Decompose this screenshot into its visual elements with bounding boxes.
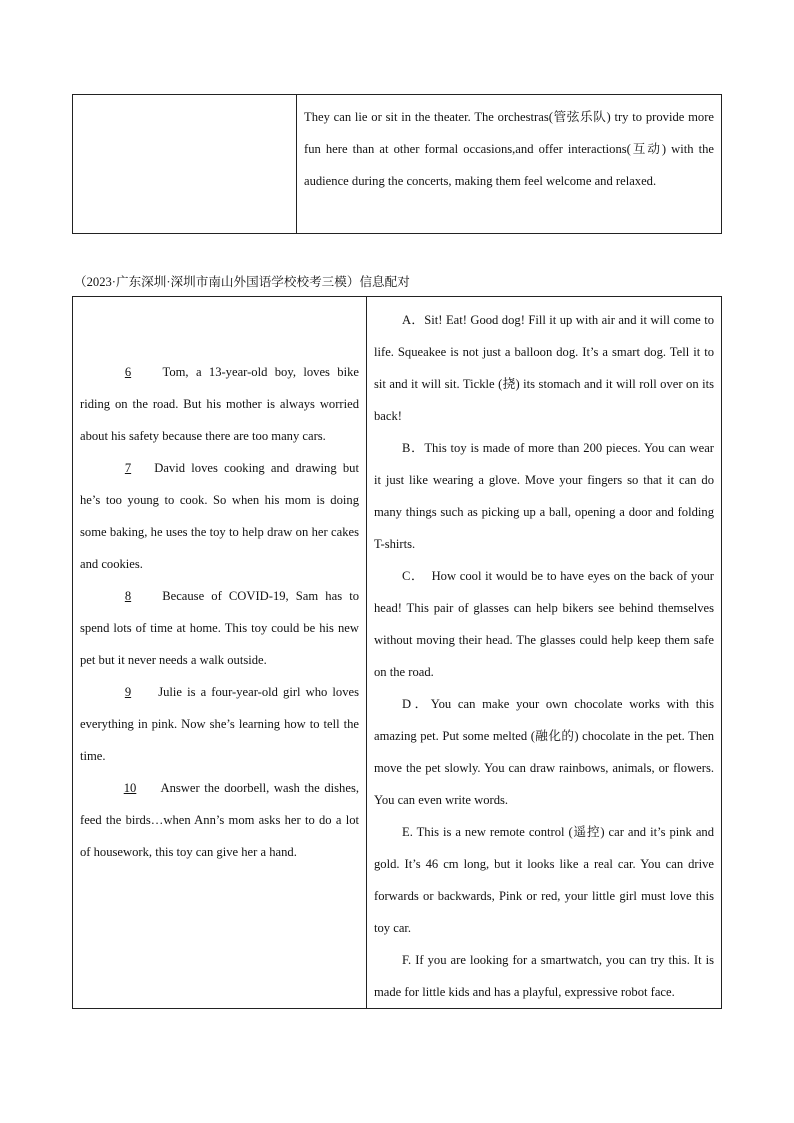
- options-column: [367, 297, 722, 1009]
- matching-table: [72, 296, 722, 1009]
- option-item: [374, 560, 714, 688]
- top-table: [72, 94, 722, 234]
- option-letter: F.: [402, 953, 412, 967]
- answer-blank[interactable]: 6: [124, 365, 132, 379]
- option-letter: B．: [402, 441, 425, 455]
- option-item: [374, 688, 714, 816]
- option-item: [374, 944, 714, 1008]
- answer-blank[interactable]: 10: [123, 781, 137, 795]
- option-text: Sit! Eat! Good dog! Fill it up with air and it will come to life. Squeakee is not just a balloon dog. It’s a smart dog. Tell it to sit and it will sit. Tickle (挠) its stomach and it will roll over on its back!: [374, 313, 714, 423]
- section-heading: （2023·广东深圳·深圳市南山外国语学校校考三模）信息配对: [74, 275, 410, 289]
- top-table-text: They can lie or sit in the theater. The orchestras(管弦乐队) try to provide more fun here than at other formal occasions,and offer interactions(互动) with the audience during the concerts, making them feel welcome and relaxed.: [304, 110, 714, 188]
- option-text: You can make your own chocolate works with this amazing pet. Put some melted (融化的) chocolate in the pet. Then move the pet slowly. You can draw rainbows, animals, or flowers. You can even write words.: [374, 697, 714, 807]
- person-text: David loves cooking and drawing but he’s too young to cook. So when his mom is doing some baking, he uses the toy to help draw on her cakes and cookies.: [80, 461, 359, 571]
- person-text: Answer the doorbell, wash the dishes, feed the birds…when Ann’s mom asks her to do a lot of housework, this toy can give her a hand.: [80, 781, 359, 859]
- option-text: This is a new remote control (遥控) car and it’s pink and gold. It’s 46 cm long, but it looks like a real car. You can drive forwards or backwards, Pink or red, your little girl must love this toy car.: [374, 825, 715, 935]
- option-text: This toy is made of more than 200 pieces. You can wear it just like wearing a glove. Move your fingers so that it can do many things such as picking up a ball, opening a door and folding T-shirts.: [374, 441, 714, 551]
- person-item: [80, 580, 359, 676]
- answer-blank[interactable]: 7: [124, 461, 132, 475]
- option-letter: E.: [402, 825, 413, 839]
- option-item: [374, 816, 714, 944]
- person-text: Julie is a four-year-old girl who loves everything in pink. Now she’s learning how to tell the time.: [80, 685, 360, 763]
- option-letter: D．: [402, 697, 431, 711]
- option-text: If you are looking for a smartwatch, you can try this. It is made for little kids and has a playful, expressive robot face.: [374, 953, 714, 999]
- person-text: Because of COVID-19, Sam has to spend lots of time at home. This toy could be his new pet but it never needs a walk outside.: [80, 589, 359, 667]
- option-item: [374, 432, 714, 560]
- person-item: [80, 676, 359, 772]
- option-text: How cool it would be to have eyes on the back of your head! This pair of glasses can help bikers see behind themselves without moving their head. The glasses could help keep them safe on the road.: [374, 569, 715, 679]
- answer-blank[interactable]: 9: [124, 685, 132, 699]
- person-item: [80, 772, 359, 868]
- person-item: [80, 356, 359, 452]
- person-text: Tom, a 13-year-old boy, loves bike riding on the road. But his mother is always worried about his safety because there are too many cars.: [80, 365, 359, 443]
- top-table-right-cell: [297, 95, 722, 234]
- people-column: [73, 297, 367, 1009]
- option-letter: A．: [402, 313, 425, 327]
- answer-blank[interactable]: 8: [124, 589, 132, 603]
- option-item: [374, 304, 714, 432]
- option-letter: C．: [402, 569, 425, 583]
- top-table-left-cell: [73, 95, 297, 234]
- person-item: [80, 452, 359, 580]
